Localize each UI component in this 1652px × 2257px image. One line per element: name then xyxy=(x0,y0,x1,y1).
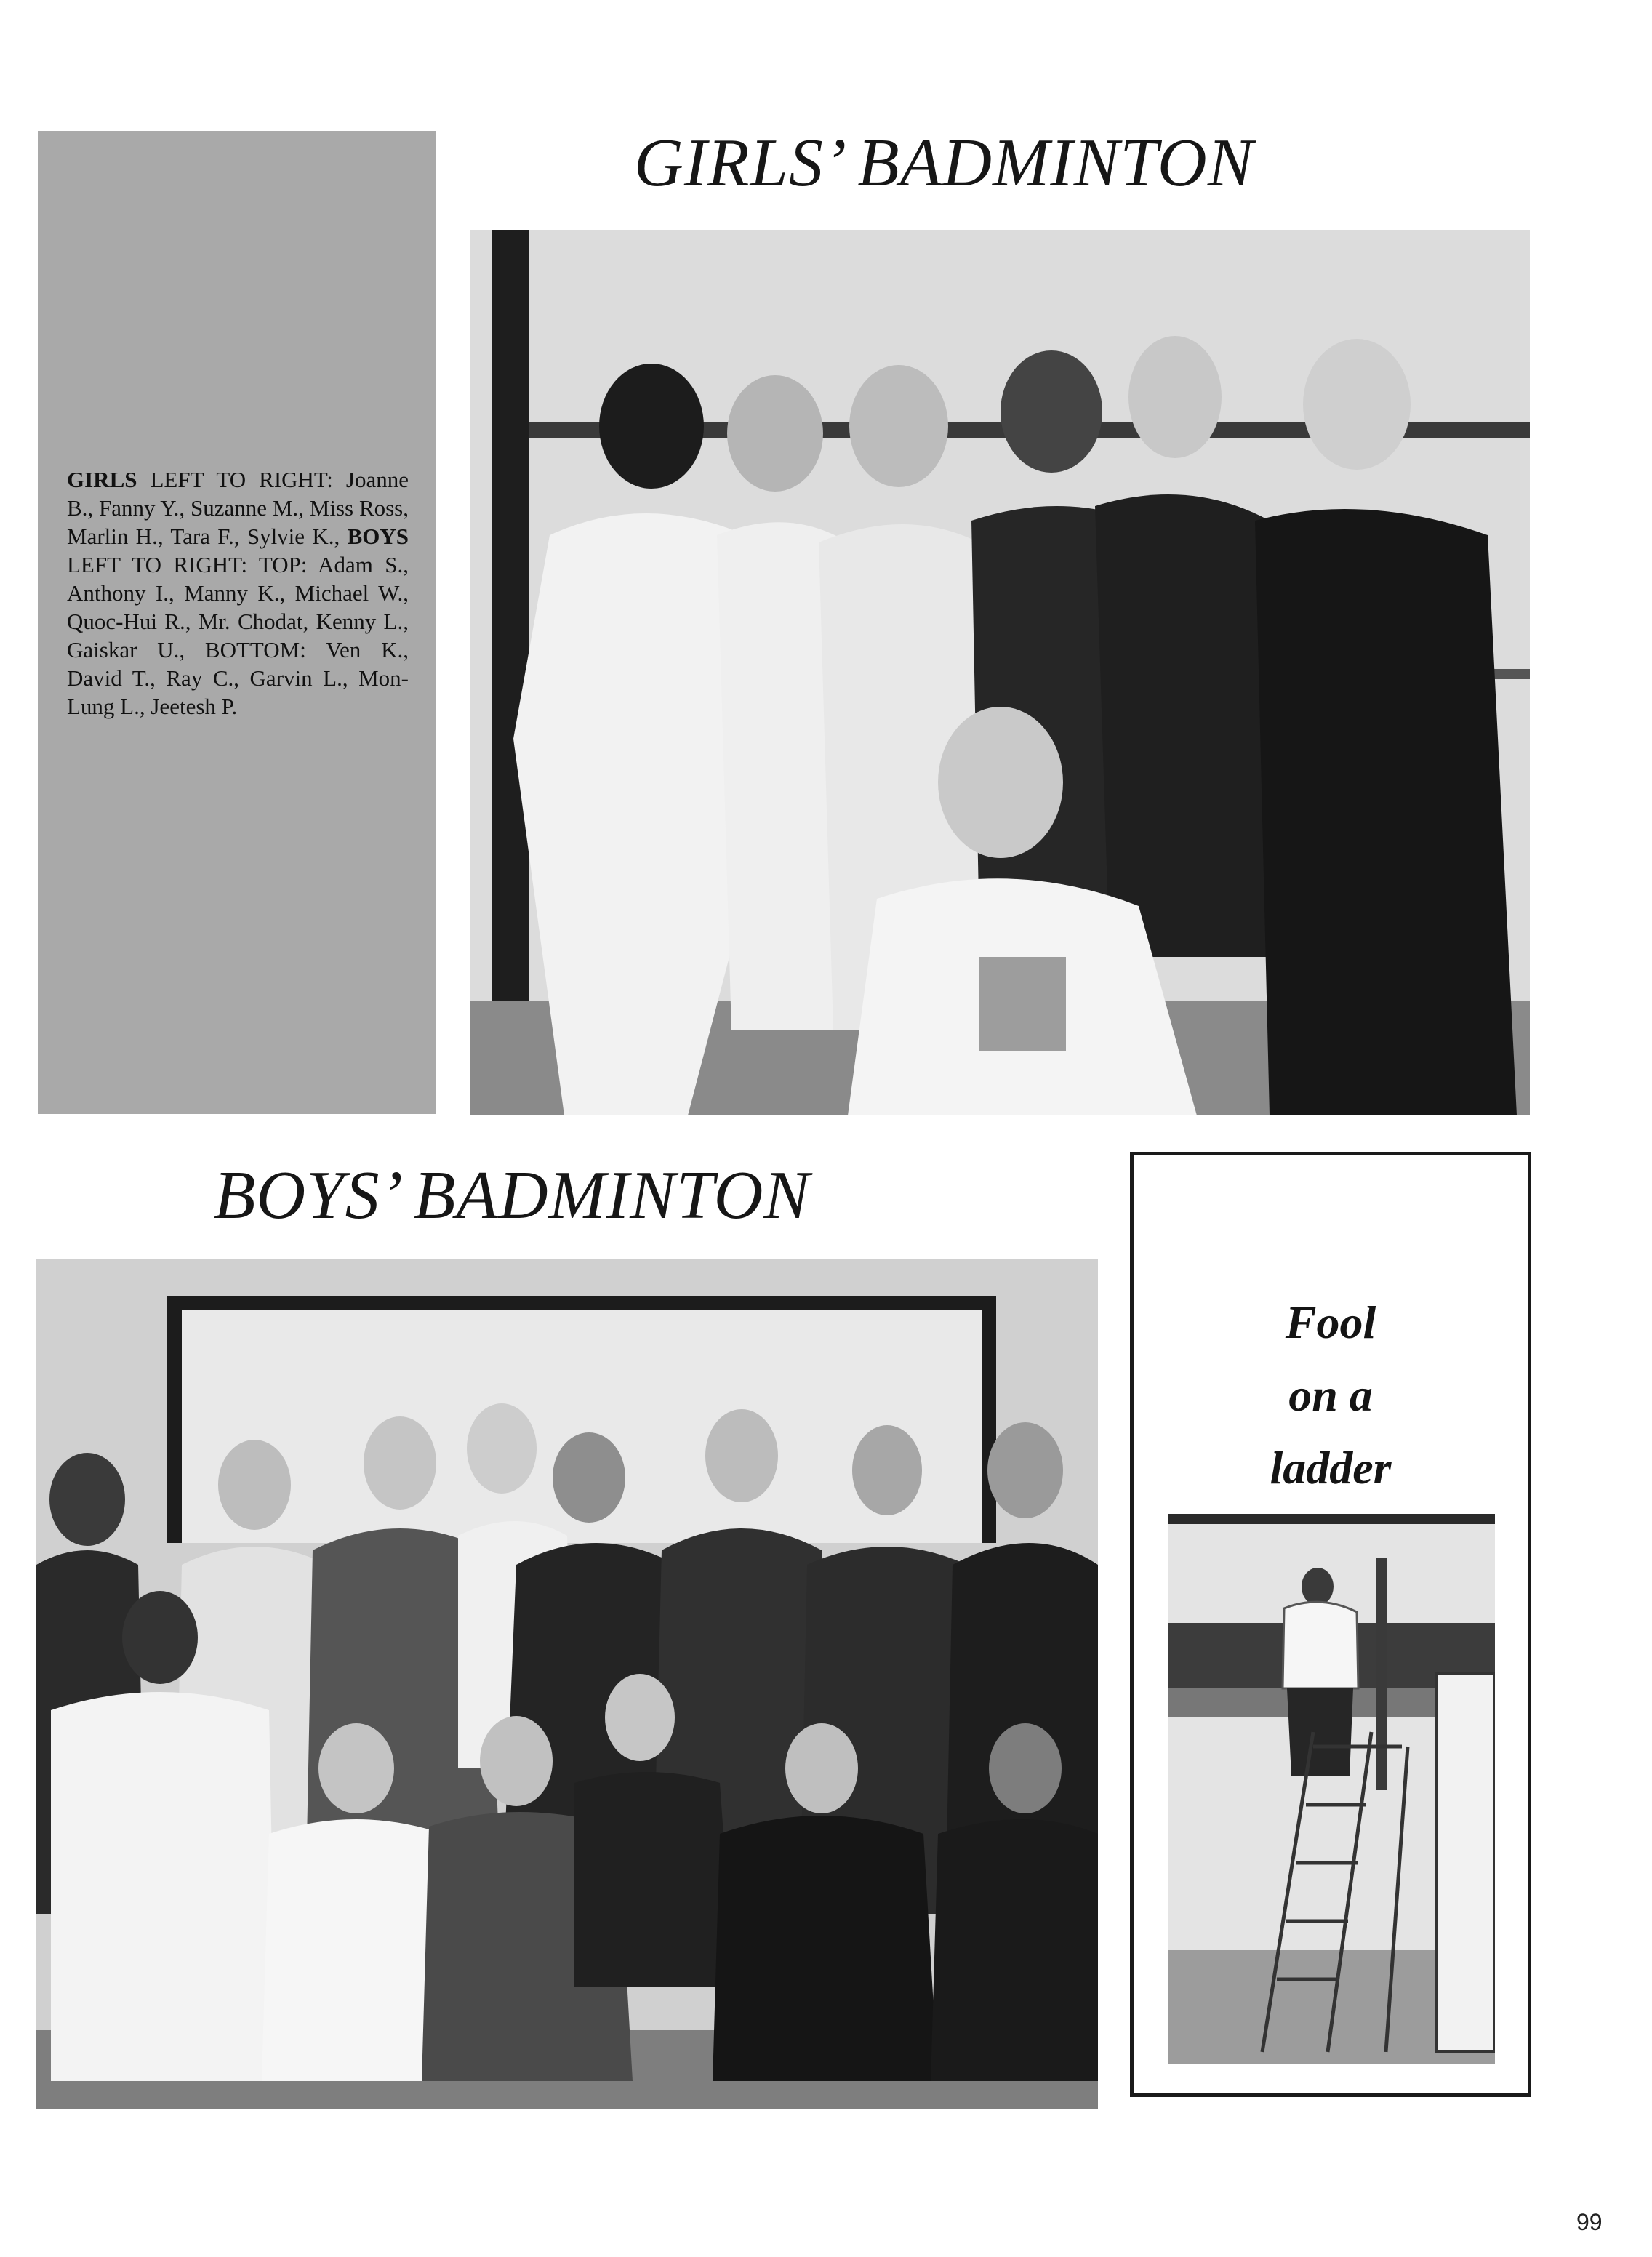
fool-title-line-1: Fool xyxy=(1285,1296,1376,1348)
caption-panel xyxy=(38,131,436,1114)
boys-photo-illustration xyxy=(36,1259,1098,2109)
ladder-photo xyxy=(1168,1514,1495,2064)
caption-boys-names: LEFT TO RIGHT: TOP: Adam S., Anthony I., Manny K., Michael W., Quoc-Hui R., Mr. Chodat, Kenny L., Gaiskar U., BOTTOM: Ven K., David T., Ray C., Garvin L., Mon-Lung L., Jeetesh P. xyxy=(67,552,409,719)
boys-badminton-heading: BOYS’ BADMINTON xyxy=(214,1158,811,1233)
photo-caption xyxy=(67,465,409,721)
caption-girls-names: LEFT TO RIGHT: Joanne B., Fanny Y., Suzanne M., Miss Ross, Marlin H., Tara F., Sylvie K., xyxy=(67,467,409,549)
caption-girls-label: GIRLS xyxy=(67,467,137,492)
boys-team-photo xyxy=(36,1259,1098,2109)
fool-title-line-2: on a xyxy=(1288,1369,1373,1421)
girls-team-photo xyxy=(470,230,1530,1115)
caption-boys-label: BOYS xyxy=(347,524,409,549)
ladder-photo-illustration xyxy=(1168,1514,1495,2064)
page-number: 99 xyxy=(1576,2209,1603,2235)
fool-on-a-ladder-title xyxy=(1134,1286,1528,1504)
girls-badminton-heading: GIRLS’ BADMINTON xyxy=(634,125,1254,201)
girls-photo-illustration xyxy=(470,230,1530,1115)
fool-title-line-3: ladder xyxy=(1270,1442,1392,1494)
